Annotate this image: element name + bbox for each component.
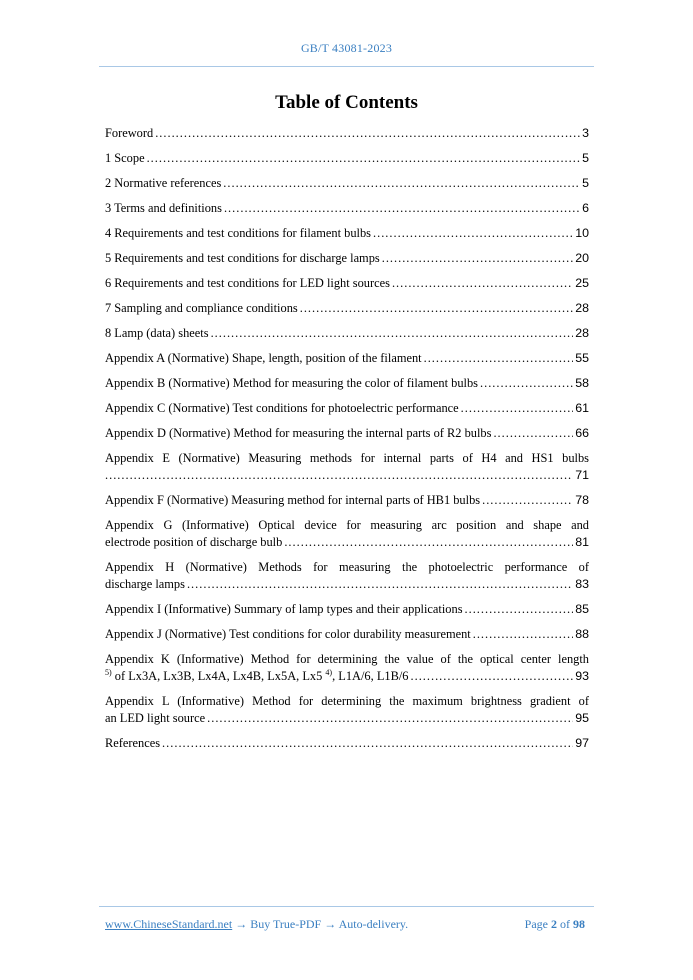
page-label: Page <box>524 917 551 931</box>
toc-entry-page: 61 <box>575 401 589 415</box>
toc-entry-page: 95 <box>575 711 589 725</box>
toc-leader-dots <box>207 710 573 727</box>
toc-leader-dots <box>147 150 581 167</box>
toc-entry-appendix-j[interactable] <box>105 626 589 643</box>
toc-entry-page: 6 <box>582 201 589 215</box>
page-current: 2 <box>551 917 557 931</box>
toc-entry-page: 5 <box>582 176 589 190</box>
toc-entry-title: Foreword <box>105 126 154 140</box>
toc-leader-dots <box>473 626 573 643</box>
toc-entry-page: 20 <box>575 251 589 265</box>
toc-entry-page: 93 <box>575 669 589 683</box>
toc-entry-page: 10 <box>575 226 589 240</box>
toc-entry-page: 55 <box>575 351 589 365</box>
toc-entry-text: of Lx3A, Lx3B, Lx4A, Lx4B, Lx5A, Lx5 <box>111 669 326 683</box>
toc-leader-dots <box>300 300 573 317</box>
footer-links <box>105 917 408 932</box>
toc-leader-dots <box>382 250 573 267</box>
toc-leader-dots <box>465 601 574 618</box>
toc-entry-title: 7 Sampling and compliance conditions <box>105 301 298 315</box>
toc-entry-section-4[interactable] <box>105 225 589 242</box>
toc-entry-appendix-b[interactable] <box>105 375 589 392</box>
toc-entry-title: Appendix A (Normative) Shape, length, position of the filament <box>105 351 422 365</box>
toc-entry-title-continued: discharge lamps <box>105 577 185 591</box>
toc-entry-title: 5 Requirements and test conditions for discharge lamps <box>105 251 380 265</box>
toc-leader-dots <box>493 425 573 442</box>
toc-entry-page: 88 <box>575 627 589 641</box>
toc-leader-dots <box>162 735 573 752</box>
toc-entry-appendix-c[interactable] <box>105 400 589 417</box>
toc-entry-title: Appendix I (Informative) Summary of lamp types and their applications <box>105 602 463 616</box>
toc-entry-title: Appendix B (Normative) Method for measuring the color of filament bulbs <box>105 376 479 390</box>
toc-leader-dots <box>211 325 574 342</box>
document-header: GB/T 43081-2023 <box>300 41 393 55</box>
toc-leader-dots <box>373 225 573 242</box>
header-divider <box>99 66 594 67</box>
page-of-label: of <box>557 917 573 931</box>
toc-entry-page: 97 <box>575 736 589 750</box>
toc-leader-dots <box>105 467 573 484</box>
toc-entry-appendix-d[interactable] <box>105 425 589 442</box>
toc-entry-title: Appendix J (Normative) Test conditions for color durability measurement <box>105 627 471 641</box>
toc-entry-title: Appendix C (Normative) Test conditions for photoelectric performance <box>105 401 459 415</box>
table-of-contents <box>105 125 589 760</box>
toc-leader-dots <box>224 200 580 217</box>
toc-entry-page: 58 <box>575 376 589 390</box>
toc-leader-dots <box>411 668 574 685</box>
toc-entry-title: Appendix H (Normative) Methods for measuring the photoelectric performance of <box>105 560 589 574</box>
toc-leader-dots <box>155 125 580 142</box>
toc-entry-appendix-k[interactable] <box>105 651 589 685</box>
toc-leader-dots <box>480 375 573 392</box>
toc-entry-title: Appendix E (Normative) Measuring methods for internal parts of H4 and HS1 bulbs <box>105 451 589 465</box>
toc-entry-title: Appendix K (Informative) Method for determining the value of the optical center length <box>105 652 589 666</box>
toc-entry-title-continued <box>105 668 409 685</box>
toc-entry-section-5[interactable] <box>105 250 589 267</box>
arrow-right-icon: → <box>321 917 339 931</box>
website-link[interactable]: www.ChineseStandard.net <box>105 917 233 931</box>
footer-divider <box>99 906 594 907</box>
toc-entry-text: , L1A/6, L1B/6 <box>332 669 409 683</box>
toc-entry-scope[interactable] <box>105 150 589 167</box>
toc-entry-foreword[interactable] <box>105 125 589 142</box>
toc-leader-dots <box>461 400 574 417</box>
toc-entry-appendix-g[interactable] <box>105 517 589 551</box>
toc-entry-appendix-l[interactable] <box>105 693 589 727</box>
toc-entry-title: 3 Terms and definitions <box>105 201 222 215</box>
toc-entry-title: Appendix G (Informative) Optical device for measuring arc position and shape and <box>105 518 589 532</box>
page-indicator <box>525 917 585 932</box>
toc-leader-dots <box>223 175 580 192</box>
toc-leader-dots <box>392 275 573 292</box>
buy-pdf-link[interactable]: Buy True-PDF <box>250 917 322 931</box>
toc-entry-appendix-f[interactable] <box>105 492 589 509</box>
toc-entry-title-continued: an LED light source <box>105 711 206 725</box>
toc-entry-appendix-a[interactable] <box>105 350 589 367</box>
toc-entry-page: 28 <box>575 301 589 315</box>
toc-entry-page: 66 <box>575 426 589 440</box>
page-total: 98 <box>573 917 585 931</box>
toc-entry-title: 6 Requirements and test conditions for LED light sources <box>105 276 390 290</box>
toc-entry-title: Appendix L (Informative) Method for determining the maximum brightness gradient of <box>105 694 589 708</box>
auto-delivery-text: Auto-delivery. <box>338 917 409 931</box>
toc-leader-dots <box>187 576 573 593</box>
toc-entry-page: 85 <box>575 602 589 616</box>
toc-entry-title: 8 Lamp (data) sheets <box>105 326 209 340</box>
toc-entry-page: 83 <box>575 577 589 591</box>
toc-entry-terms-definitions[interactable] <box>105 200 589 217</box>
toc-entry-appendix-e[interactable] <box>105 450 589 484</box>
toc-entry-title: 2 Normative references <box>105 176 222 190</box>
toc-leader-dots <box>284 534 573 551</box>
toc-entry-page: 78 <box>575 493 589 507</box>
footnote-ref: 4) <box>325 667 333 677</box>
page-title: Table of Contents <box>275 92 418 113</box>
toc-entry-references[interactable] <box>105 735 589 752</box>
toc-entry-page: 28 <box>575 326 589 340</box>
toc-entry-page: 81 <box>575 535 589 549</box>
toc-entry-page: 3 <box>582 126 589 140</box>
toc-leader-dots <box>424 350 574 367</box>
toc-entry-section-7[interactable] <box>105 300 589 317</box>
footnote-ref: 5) <box>105 667 112 677</box>
toc-entry-page: 5 <box>582 151 589 165</box>
toc-entry-title-continued: electrode position of discharge bulb <box>105 535 283 549</box>
toc-entry-page: 71 <box>575 468 589 482</box>
toc-entry-title: Appendix F (Normative) Measuring method for internal parts of HB1 bulbs <box>105 493 481 507</box>
arrow-right-icon: → <box>232 917 251 931</box>
toc-entry-appendix-h[interactable] <box>105 559 589 593</box>
toc-entry-section-6[interactable] <box>105 275 589 292</box>
toc-leader-dots <box>482 492 573 509</box>
toc-entry-normative-references[interactable] <box>105 175 589 192</box>
toc-entry-title: References <box>105 736 161 750</box>
toc-entry-title: 4 Requirements and test conditions for filament bulbs <box>105 226 372 240</box>
toc-entry-section-8[interactable] <box>105 325 589 342</box>
toc-entry-appendix-i[interactable] <box>105 601 589 618</box>
toc-entry-page: 25 <box>575 276 589 290</box>
toc-entry-title: 1 Scope <box>105 151 145 165</box>
toc-entry-title: Appendix D (Normative) Method for measuring the internal parts of R2 bulbs <box>105 426 492 440</box>
